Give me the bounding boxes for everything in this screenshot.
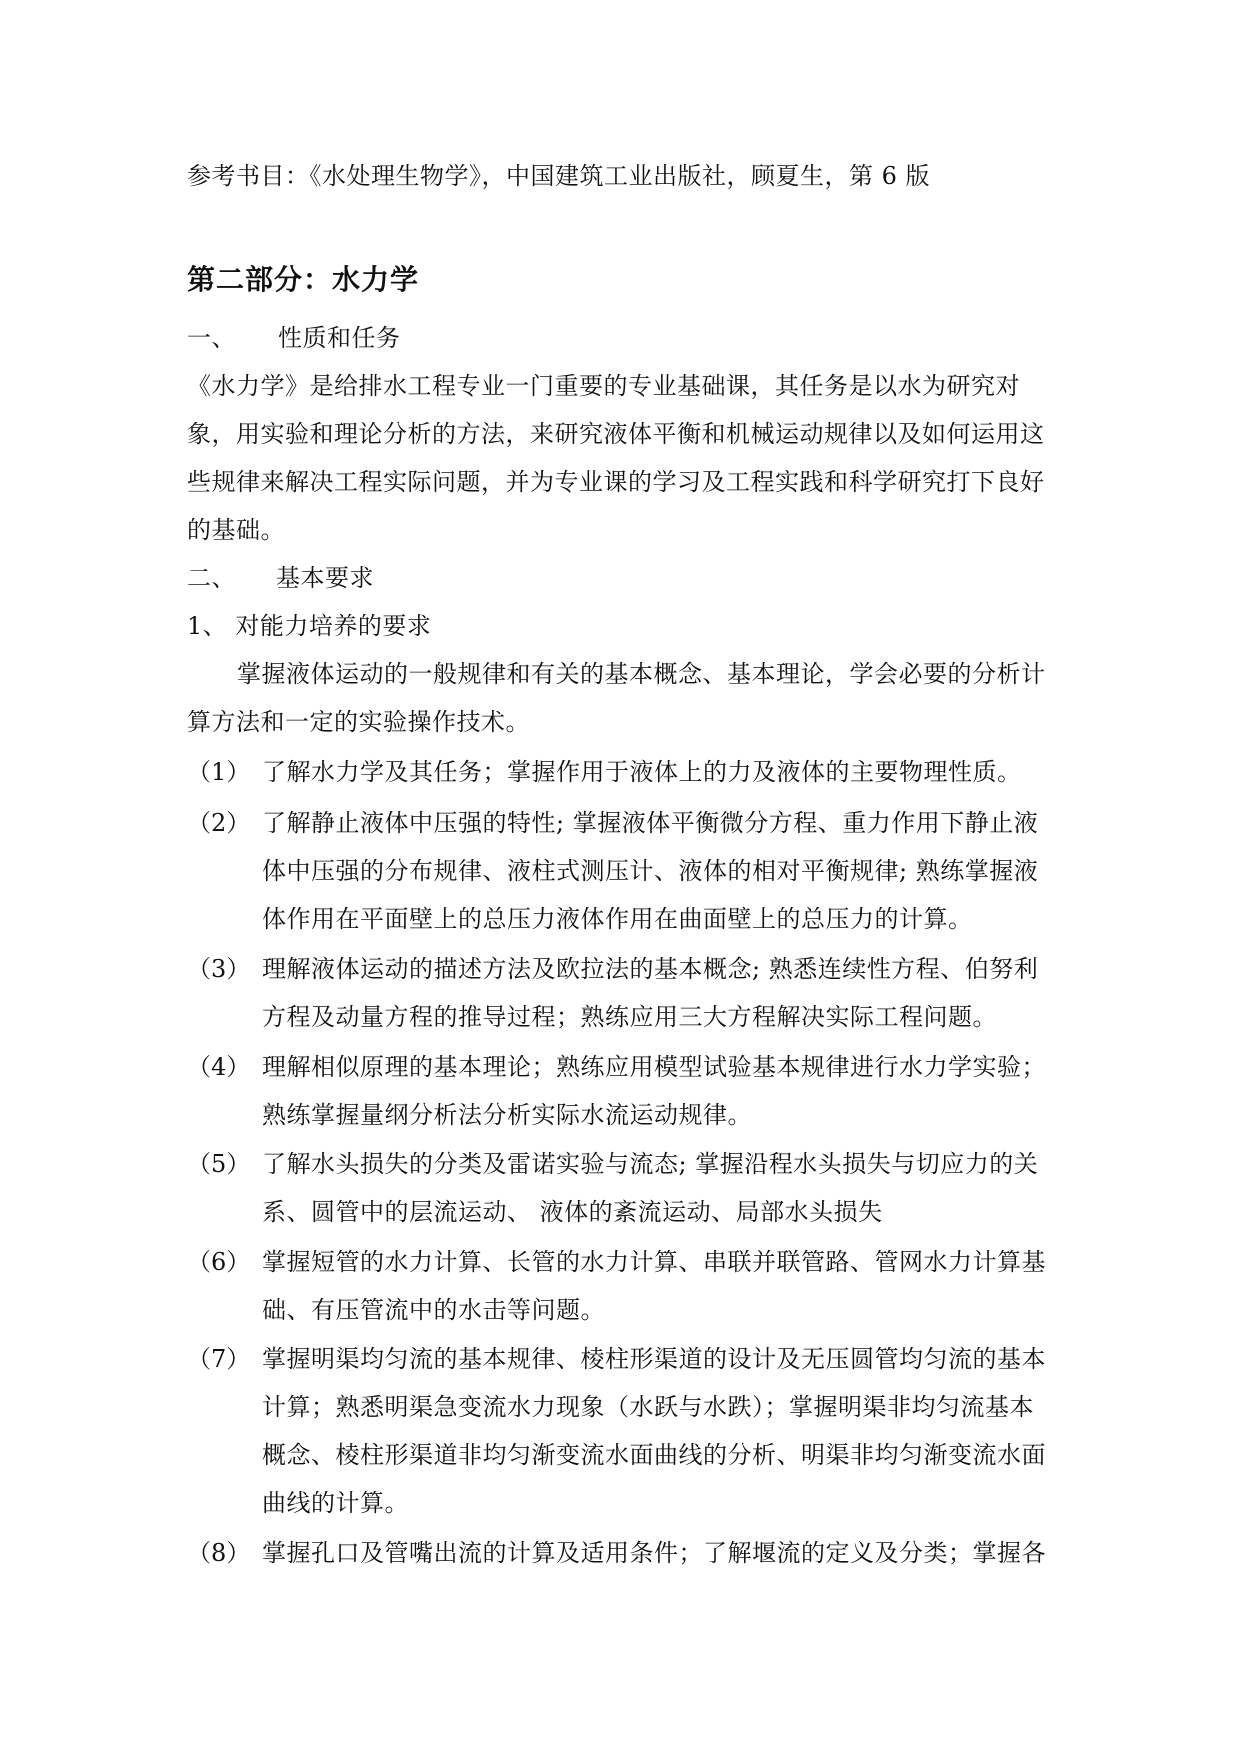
section2-title: 基本要求 [276,564,374,592]
item-line: 系、圆管中的层流运动、 液体的紊流运动、局部水头损失 [262,1198,883,1226]
item-line: 了解水力学及其任务；掌握作用于液体上的力及液体的主要物理性质。 [262,758,1022,786]
item-line: 掌握明渠均匀流的基本规律、棱柱形渠道的设计及无压圆管均匀流的基本 [262,1345,1046,1373]
item-number: （6） [187,1248,251,1276]
item-number: （5） [187,1150,251,1178]
item-line: 体中压强的分布规律、液柱式测压计、液体的相对平衡规律; 熟练掌握液 [262,857,1039,885]
item-number: （4） [187,1053,251,1081]
item-line: 熟练掌握量纲分析法分析实际水流运动规律。 [262,1101,752,1129]
item-line: 理解相似原理的基本理论；熟练应用模型试验基本规律进行水力学实验； [262,1053,1046,1081]
intro-line: 掌握液体运动的一般规律和有关的基本概念、基本理论，学会必要的分析计 [237,660,1046,688]
item-line: 了解水头损失的分类及雷诺实验与流态; 掌握沿程水头损失与切应力的关 [262,1150,1039,1178]
item-number: （2） [187,809,251,837]
subsection-heading: 1、 对能力培养的要求 [187,612,432,640]
item-number: （3） [187,955,251,983]
section1-para-line: 象，用实验和理论分析的方法，来研究液体平衡和机械运动规律以及如何运用这 [187,420,1045,448]
item-line: 了解静止液体中压强的特性; 掌握液体平衡微分方程、重力作用下静止液 [262,809,1039,837]
item-number: （8） [187,1539,251,1567]
section2-number: 二、 [187,564,236,592]
section1-para-line: 的基础。 [187,516,285,544]
section2-heading [187,562,374,594]
item-line: 掌握短管的水力计算、长管的水力计算、串联并联管路、管网水力计算基 [262,1248,1046,1276]
section1-title: 性质和任务 [278,324,401,352]
section1-para-line: 些规律来解决工程实际问题，并为专业课的学习及工程实践和科学研究打下良好 [187,468,1045,496]
item-line: 掌握孔口及管嘴出流的计算及适用条件；了解堰流的定义及分类；掌握各 [262,1539,1046,1567]
item-number: （7） [187,1345,251,1373]
intro-line: 算方法和一定的实验操作技术。 [187,708,530,736]
section1-para-line: 《水力学》是给排水工程专业一门重要的专业基础课，其任务是以水为研究对 [187,372,1020,400]
reference-line: 参考书目：《水处理生物学》，中国建筑工业出版社，顾夏生，第 6 版 [187,162,931,190]
part-title: 第二部分：水力学 [187,263,420,296]
item-line: 理解液体运动的描述方法及欧拉法的基本概念; 熟悉连续性方程、伯努利 [262,955,1039,983]
item-number: （1） [187,758,251,786]
item-line: 曲线的计算。 [262,1489,409,1517]
section1-heading [187,322,401,354]
item-line: 概念、棱柱形渠道非均匀渐变流水面曲线的分析、明渠非均匀渐变流水面 [262,1441,1046,1469]
item-line: 体作用在平面壁上的总压力液体作用在曲面壁上的总压力的计算。 [262,905,973,933]
item-line: 础、有压管流中的水击等问题。 [262,1296,605,1324]
item-line: 方程及动量方程的推导过程；熟练应用三大方程解决实际工程问题。 [262,1003,997,1031]
section1-number: 一、 [187,324,236,352]
item-line: 计算；熟悉明渠急变流水力现象（水跃与水跌）；掌握明渠非均匀流基本 [262,1393,1034,1421]
